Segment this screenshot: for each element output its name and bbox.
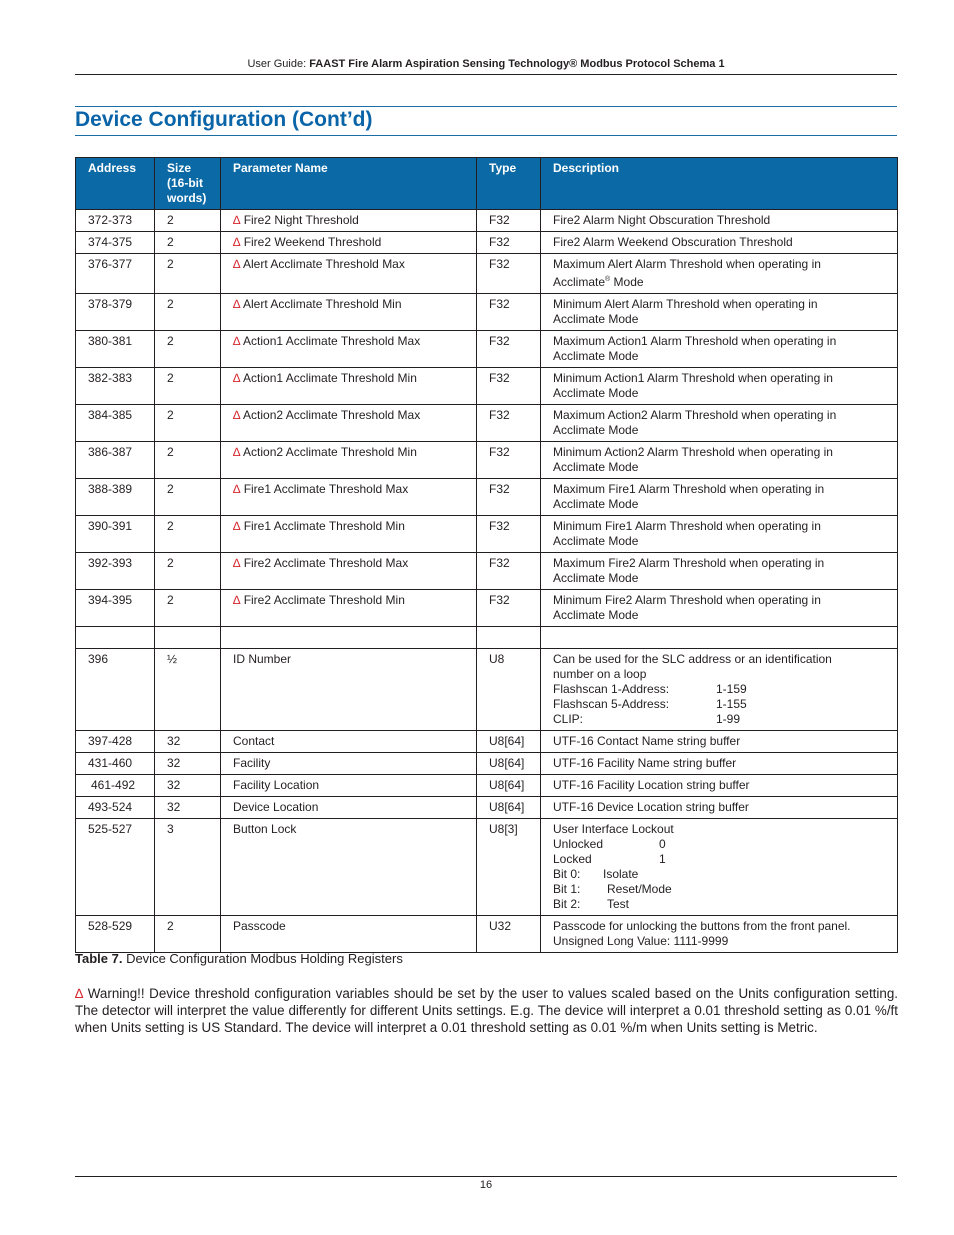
cell-address: 384-385 [76,405,155,442]
cell-size: 32 [155,775,221,797]
cell-size: 2 [155,331,221,368]
cell-name [221,254,477,294]
cell-address: 392-393 [76,553,155,590]
cell-name: Passcode [221,916,477,953]
desc-line: Maximum Fire1 Alarm Threshold when operating in [553,482,825,496]
cell-description [541,442,898,479]
caption-label: Table 7. [75,951,123,966]
table-row [76,442,898,479]
page-number: 16 [479,1179,493,1191]
warning-delta-icon: ∆ [233,334,241,348]
cell-address: 396 [76,649,155,731]
header-prefix: User Guide: [247,58,310,70]
cell-description: UTF-16 Facility Location string buffer [541,775,898,797]
col-parameter-name: Parameter Name [221,158,477,210]
cell-name [221,210,477,232]
cell-size: 2 [155,916,221,953]
cell-name: Button Lock [221,819,477,916]
table-row [76,753,898,775]
cell-address: 380-381 [76,331,155,368]
col-type: Type [477,158,541,210]
cell-description [541,331,898,368]
cell-size: 2 [155,210,221,232]
cell-description [541,368,898,405]
cell-name [221,294,477,331]
table-row [76,331,898,368]
desc-line: Minimum Fire2 Alarm Threshold when operating in [553,593,821,607]
cell-type: F32 [477,368,541,405]
cell-type: F32 [477,442,541,479]
warning-delta-icon: ∆ [233,297,241,311]
desc-line: Can be used for the SLC address or an identification [553,652,832,666]
register-table [75,157,898,953]
cell-size: 3 [155,819,221,916]
warning-delta-icon: ∆ [233,519,241,533]
desc-line: Maximum Action1 Alarm Threshold when operating in [553,334,837,348]
warning-delta-icon: ∆ [233,213,241,227]
desc-line: Acclimate Mode [553,534,639,548]
cell-description: UTF-16 Device Location string buffer [541,797,898,819]
desc-line: Maximum Alert Alarm Threshold when operating in [553,257,821,271]
desc-line: Acclimate Mode [553,460,639,474]
warning-delta-icon: ∆ [233,593,241,607]
table-row [76,731,898,753]
desc-line: Maximum Action2 Alarm Threshold when operating in [553,408,837,422]
cell-description [541,294,898,331]
cell-description [541,405,898,442]
cell-name [221,442,477,479]
parameter-name: Action2 Acclimate Threshold Max [243,408,421,422]
cell-name [221,331,477,368]
desc-line: number on a loop [553,667,647,681]
cell-size: 32 [155,797,221,819]
parameter-name: Alert Acclimate Threshold Max [243,257,405,271]
cell-description [541,649,898,731]
cell-address: 382-383 [76,368,155,405]
cell-description: Passcode for unlocking the buttons from the front panel. Unsigned Long Value: 1111-9999 [541,916,898,953]
table-row-passcode [76,916,898,953]
parameter-name: Fire1 Acclimate Threshold Max [243,482,409,496]
cell-address: 378-379 [76,294,155,331]
cell-type: F32 [477,232,541,254]
warning-delta-icon: ∆ [233,482,241,496]
desc-line: Maximum Fire2 Alarm Threshold when operating in [553,556,825,570]
cell-type: U8[64] [477,731,541,753]
warning-delta-icon: ∆ [233,235,241,249]
parameter-name: Alert Acclimate Threshold Min [243,297,402,311]
cell-description: User Interface Lockout Unlocked 0 Locked 1 Bit 0: Isolate Bit 1: Reset/Mode Bit 2: Test [541,819,898,916]
cell-type: U32 [477,916,541,953]
cell-type: F32 [477,405,541,442]
cell-size: 32 [155,753,221,775]
table-row [76,590,898,627]
desc-line: Acclimate® Mode [553,275,644,289]
cell-description [541,516,898,553]
cell-description [541,553,898,590]
cell-size: 2 [155,516,221,553]
table-row [76,553,898,590]
table-row [76,479,898,516]
cell-type: F32 [477,331,541,368]
cell-size: 2 [155,294,221,331]
desc-line: Acclimate Mode [553,312,639,326]
cell-address: 525-527 [76,819,155,916]
desc-line: Fire2 Alarm Night Obscuration Threshold [553,213,771,227]
cell-description [541,232,898,254]
cell-size: 2 [155,405,221,442]
cell-size: 2 [155,553,221,590]
table-row [76,254,898,294]
cell-address: 386-387 [76,442,155,479]
header-rule [75,74,897,75]
table-row [76,775,898,797]
col-size: Size (16-bit words) [155,158,221,210]
cell-size: 2 [155,590,221,627]
cell-name [221,590,477,627]
cell-type: U8[64] [477,753,541,775]
cell-size: 2 [155,254,221,294]
desc-pair: Flashscan 1-Address: 1-159 [553,682,747,696]
cell-address: 374-375 [76,232,155,254]
desc-line: Fire2 Alarm Weekend Obscuration Threshold [553,235,793,249]
cell-type: U8[64] [477,775,541,797]
caption-text: Device Configuration Modbus Holding Registers [122,951,403,966]
table-row [76,368,898,405]
cell-type: F32 [477,553,541,590]
cell-address: 528-529 [76,916,155,953]
warning-text: Warning!! Device threshold configuration variables should be set by the user to values scaled based on the Units configuration setting. The detector will interpret the value differently for different Units settings. E.g. The device will interpret a 0.01 threshold setting as 0.01 %/ft when Units setting is US Standard. The device will interpret a 0.01 threshold setting as 0.01 %/m when Units setting is Metric. [75,986,898,1035]
warning-delta-icon: ∆ [233,371,241,385]
desc-line: Acclimate Mode [553,571,639,585]
header-title: FAAST Fire Alarm Aspiration Sensing Technology® Modbus Protocol Schema 1 [309,58,725,70]
desc-line: Minimum Action1 Alarm Threshold when operating in [553,371,833,385]
cell-address: 376-377 [76,254,155,294]
table-row [76,210,898,232]
desc-line: Minimum Alert Alarm Threshold when operating in [553,297,818,311]
desc-pair: CLIP: 1-99 [553,712,741,726]
cell-name [221,368,477,405]
cell-name: Facility Location [221,775,477,797]
cell-address: 431-460 [76,753,155,775]
cell-type: F32 [477,294,541,331]
parameter-name: Fire2 Acclimate Threshold Max [243,556,409,570]
cell-description [541,479,898,516]
table-row [76,294,898,331]
table-row-button-lock [76,819,898,916]
parameter-name: Action1 Acclimate Threshold Max [243,334,421,348]
cell-size: 2 [155,479,221,516]
cell-size: 2 [155,232,221,254]
cell-name: Device Location [221,797,477,819]
table-row-blank [76,627,898,649]
cell-size: 2 [155,442,221,479]
cell-address: 397-428 [76,731,155,753]
cell-name [221,516,477,553]
col-description: Description [541,158,898,210]
cell-address: 461-492 [76,775,155,797]
cell-type: F32 [477,210,541,232]
cell-type: U8[64] [477,797,541,819]
footer-rule [75,1176,897,1177]
cell-address: 390-391 [76,516,155,553]
cell-size: 2 [155,368,221,405]
desc-line: Acclimate Mode [553,608,639,622]
cell-size: ½ [155,649,221,731]
cell-type: F32 [477,590,541,627]
cell-name: Contact [221,731,477,753]
title-rule-bottom [75,135,897,136]
cell-name [221,479,477,516]
cell-type: U8[3] [477,819,541,916]
table-row [76,797,898,819]
page-title: Device Configuration (Cont’d) [75,108,373,131]
desc-line: Minimum Fire1 Alarm Threshold when operating in [553,519,821,533]
cell-type: F32 [477,479,541,516]
warning-delta-icon: ∆ [233,408,241,422]
cell-description [541,210,898,232]
cell-address: 493-524 [76,797,155,819]
cell-description [541,590,898,627]
table-body [76,210,898,953]
table-row [76,405,898,442]
parameter-name: Action1 Acclimate Threshold Min [243,371,417,385]
desc-pair: Flashscan 5-Address: 1-155 [553,697,747,711]
cell-name [221,232,477,254]
parameter-name: Fire2 Weekend Threshold [243,235,382,249]
cell-description: UTF-16 Contact Name string buffer [541,731,898,753]
table-caption [75,951,403,967]
warning-paragraph [75,985,898,1036]
running-header [75,57,897,71]
warning-delta-icon: ∆ [75,986,84,1001]
table-row [76,232,898,254]
parameter-name: Fire2 Night Threshold [243,213,359,227]
parameter-name: Fire2 Acclimate Threshold Min [243,593,405,607]
table-header-row [76,158,898,210]
table-row-id-number [76,649,898,731]
cell-name: Facility [221,753,477,775]
cell-name: ID Number [221,649,477,731]
warning-delta-icon: ∆ [233,556,241,570]
cell-address: 394-395 [76,590,155,627]
parameter-name: Fire1 Acclimate Threshold Min [243,519,405,533]
cell-address: 388-389 [76,479,155,516]
desc-line: Acclimate Mode [553,349,639,363]
desc-line: Acclimate Mode [553,497,639,511]
desc-line: Acclimate Mode [553,386,639,400]
cell-address: 372-373 [76,210,155,232]
warning-delta-icon: ∆ [233,257,241,271]
warning-delta-icon: ∆ [233,445,241,459]
col-address: Address [76,158,155,210]
cell-type: F32 [477,254,541,294]
cell-size: 32 [155,731,221,753]
cell-name [221,553,477,590]
cell-description [541,254,898,294]
desc-line: Minimum Action2 Alarm Threshold when operating in [553,445,833,459]
table-row [76,516,898,553]
cell-description: UTF-16 Facility Name string buffer [541,753,898,775]
cell-name [221,405,477,442]
cell-type: U8 [477,649,541,731]
desc-line: Acclimate Mode [553,423,639,437]
cell-type: F32 [477,516,541,553]
parameter-name: Action2 Acclimate Threshold Min [243,445,417,459]
